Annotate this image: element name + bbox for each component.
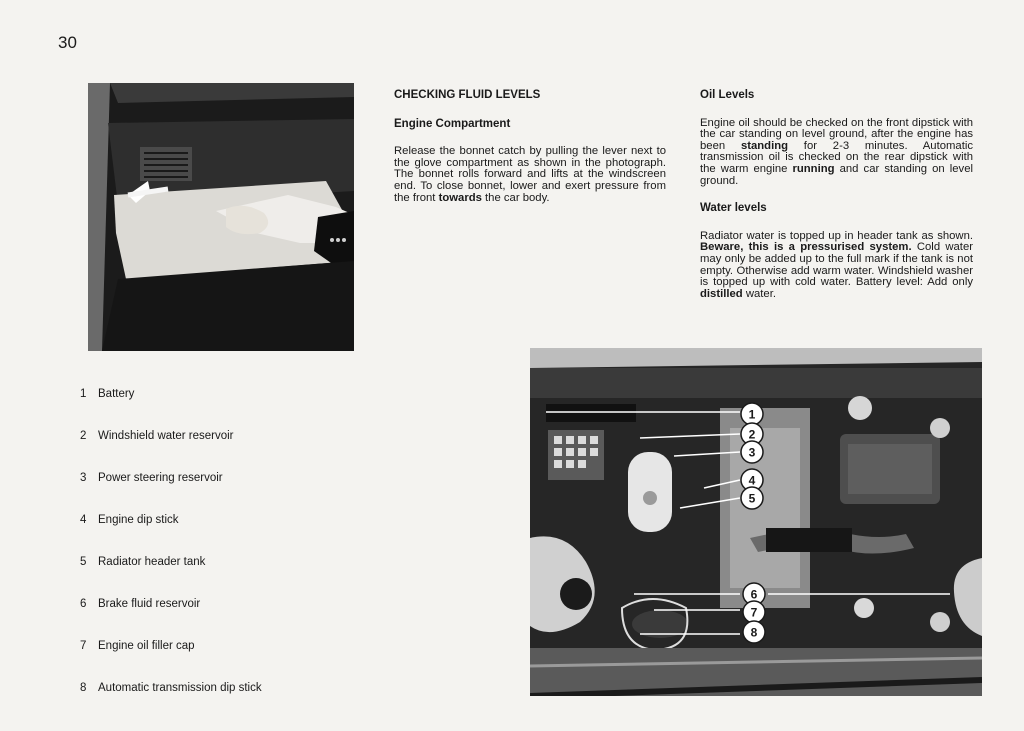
- callout-7: 7: [750, 605, 758, 620]
- glovebox-photo: [88, 83, 354, 351]
- callout-6: 6: [750, 587, 758, 602]
- legend-item: 7 Engine oil filler cap: [80, 640, 195, 652]
- oil-levels-text: Engine oil should be checked on the front dipstick with the car standing on level ground, after the engine has been standing for 2-3 minutes. Automatic transmission oil is checked on the rear dipstick with the warm engine running and car standing on level ground.: [700, 116, 973, 187]
- legend-item: 1 Battery: [80, 388, 135, 400]
- callout-5: 5: [748, 491, 756, 506]
- oil-levels-heading: Oil Levels: [700, 89, 755, 101]
- section-heading: CHECKING FLUID LEVELS: [394, 89, 541, 101]
- water-levels-text: Radiator water is topped up in header tank as shown. Beware, this is a pressurised system. Cold water may only be added up to the full mark if the tank is not empty. Otherwise add warm water. Windshield washer is topped up with cold water. Battery level: Add only distilled water.: [700, 229, 973, 300]
- legend-item: 8 Automatic transmission dip stick: [80, 682, 262, 694]
- legend-item: 6 Brake fluid reservoir: [80, 598, 201, 610]
- engine-compartment-heading: Engine Compartment: [394, 117, 511, 130]
- page-number: 30: [58, 33, 77, 52]
- bonnet-instructions: Release the bonnet catch by pulling the lever next to the glove compartment as shown in the photograph. The bonnet rolls forward and lifts at the windscreen end. To close bonnet, lower and exert pressure from the front towards the car body.: [394, 145, 666, 204]
- callout-8: 8: [750, 625, 758, 640]
- callout-3: 3: [748, 445, 756, 460]
- legend-item: 3 Power steering reservoir: [80, 472, 223, 484]
- fluid-levels-section: [394, 90, 666, 220]
- legend-item: 2 Windshield water reservoir: [80, 430, 234, 442]
- callout-2: 2: [748, 427, 756, 442]
- legend-item: 5 Radiator header tank: [80, 556, 206, 568]
- engine-bay-photo: [530, 348, 982, 696]
- callout-1: 1: [748, 407, 756, 422]
- water-levels-heading: Water levels: [700, 202, 767, 215]
- legend-item: 4 Engine dip stick: [80, 514, 179, 526]
- callout-4: 4: [748, 473, 756, 488]
- oil-water-section: [700, 90, 973, 316]
